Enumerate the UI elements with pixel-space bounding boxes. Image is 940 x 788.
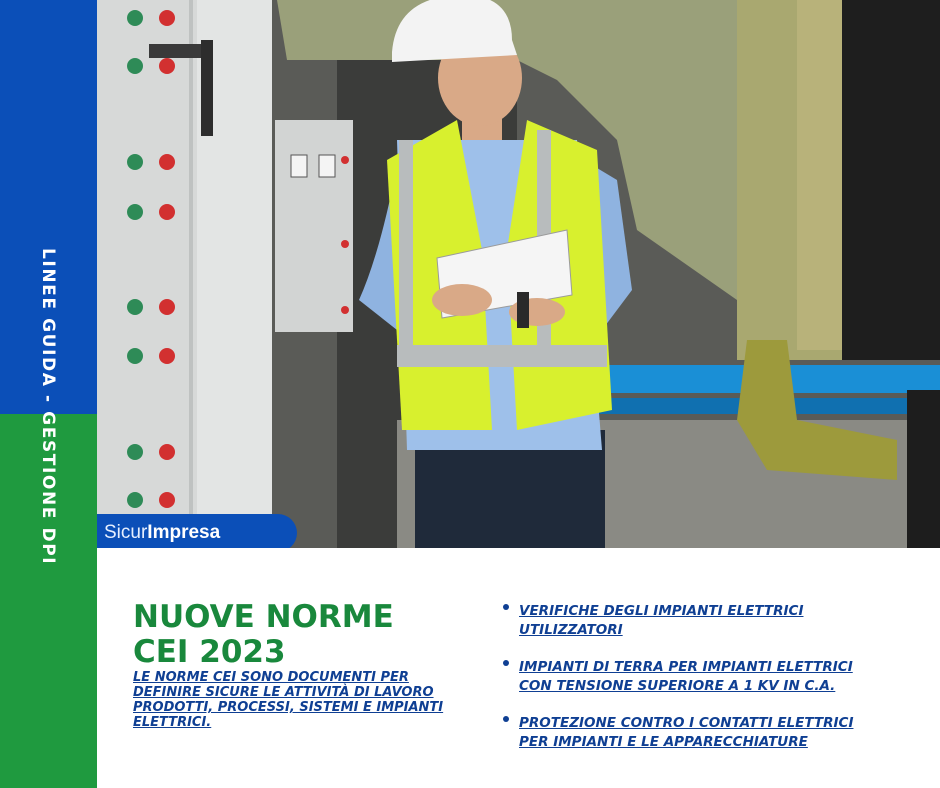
bullet-dot-icon [503,660,509,666]
list-item [501,656,881,694]
bullet-text: PROTEZIONE CONTRO I CONTATTI ELETTRICI PER IMPIANTI E LE APPARECCHIATURE [519,715,854,750]
description: LE NORME CEI SONO DOCUMENTI PER DEFINIRE SICURE LE ATTIVITÀ DI LAVORO PRODOTTI, PROCESSI, SISTEMI E IMPIANTI ELETTRICI. [133,670,444,730]
bullet-dot-icon [503,716,509,722]
bullet-dot-icon [503,604,509,610]
worker-photo-illustration [97,0,940,548]
bullet-text: IMPIANTI DI TERRA PER IMPIANTI ELETTRICI CON TENSIONE SUPERIORE A 1 KV IN C.A. [519,659,853,694]
list-item [501,600,881,638]
bullet-list [501,600,881,768]
brand-name-part1: Sicur [104,522,148,543]
bullet-text: VERIFICHE DEGLI IMPIANTI ELETTRICI UTILIZZATORI [519,603,804,638]
brand-name-part2: Impresa [147,522,221,543]
side-band [0,0,97,788]
content-section [97,548,940,788]
side-label: LINEE GUIDA - GESTIONE DPI [38,248,58,566]
list-item [501,712,881,750]
headline: NUOVE NORME CEI 2023 [133,599,394,670]
hero-photo [97,0,940,548]
brand-badge [97,514,297,552]
